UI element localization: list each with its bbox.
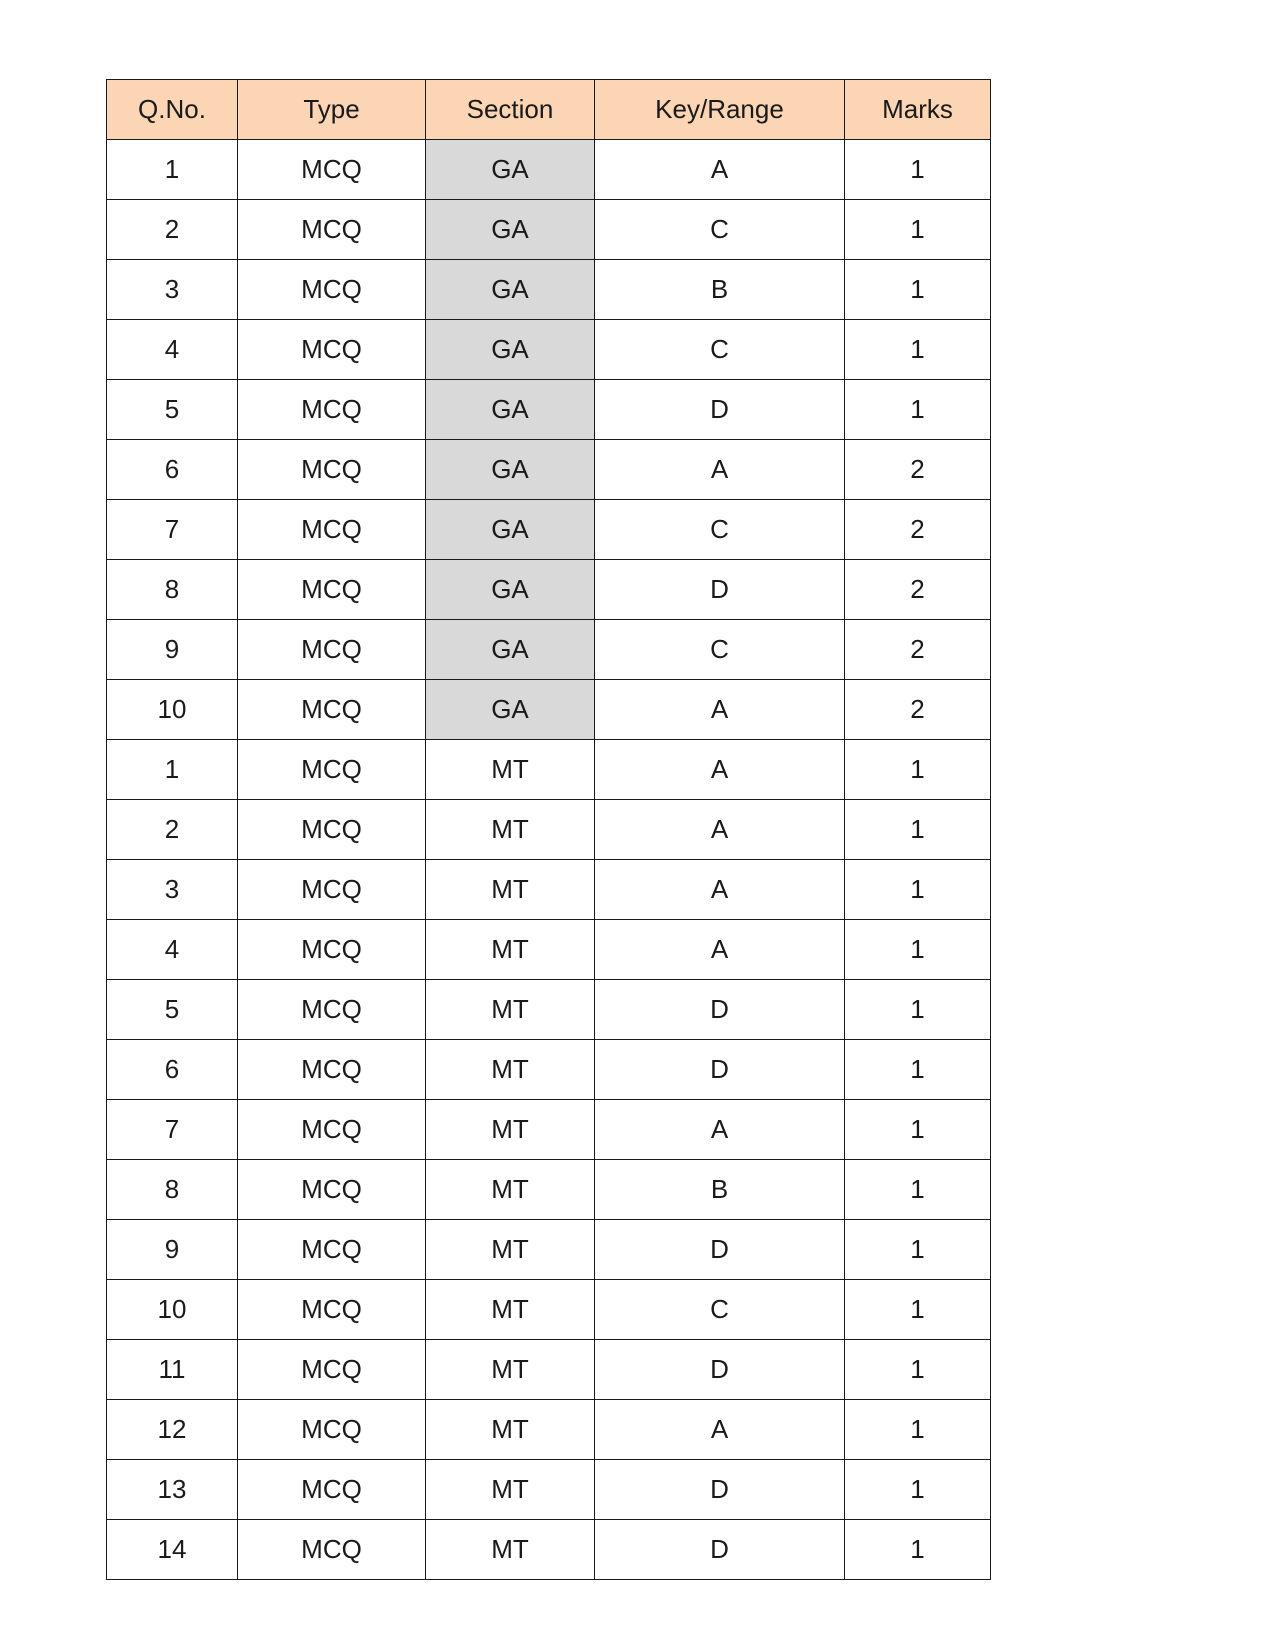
cell-qno: 6	[107, 1040, 238, 1100]
cell-key-range: D	[595, 1220, 845, 1280]
cell-type: MCQ	[238, 1520, 426, 1580]
table-row	[107, 1520, 991, 1580]
cell-marks: 1	[845, 1520, 991, 1580]
cell-type: MCQ	[238, 140, 426, 200]
cell-marks: 1	[845, 1280, 991, 1340]
table-row	[107, 680, 991, 740]
cell-type: MCQ	[238, 980, 426, 1040]
cell-marks: 1	[845, 260, 991, 320]
cell-section: GA	[426, 200, 595, 260]
cell-key-range: B	[595, 260, 845, 320]
cell-key-range: A	[595, 440, 845, 500]
cell-qno: 4	[107, 320, 238, 380]
table-row	[107, 1460, 991, 1520]
cell-section: GA	[426, 500, 595, 560]
table-body	[107, 140, 991, 1580]
table-row	[107, 260, 991, 320]
cell-key-range: D	[595, 380, 845, 440]
table-row	[107, 740, 991, 800]
cell-qno: 8	[107, 1160, 238, 1220]
cell-key-range: A	[595, 860, 845, 920]
cell-key-range: A	[595, 800, 845, 860]
cell-marks: 2	[845, 500, 991, 560]
cell-key-range: A	[595, 740, 845, 800]
table-row	[107, 1160, 991, 1220]
cell-type: MCQ	[238, 800, 426, 860]
cell-qno: 9	[107, 1220, 238, 1280]
cell-marks: 1	[845, 380, 991, 440]
cell-marks: 1	[845, 320, 991, 380]
cell-section: MT	[426, 1160, 595, 1220]
cell-qno: 8	[107, 560, 238, 620]
header-key-range: Key/Range	[595, 80, 845, 140]
cell-section: GA	[426, 320, 595, 380]
table-row	[107, 140, 991, 200]
cell-section: MT	[426, 1400, 595, 1460]
cell-type: MCQ	[238, 380, 426, 440]
cell-type: MCQ	[238, 440, 426, 500]
cell-type: MCQ	[238, 560, 426, 620]
cell-qno: 10	[107, 1280, 238, 1340]
cell-section: MT	[426, 860, 595, 920]
cell-key-range: C	[595, 320, 845, 380]
cell-marks: 1	[845, 200, 991, 260]
table-row	[107, 1340, 991, 1400]
cell-qno: 7	[107, 500, 238, 560]
table-row	[107, 440, 991, 500]
table-row	[107, 800, 991, 860]
cell-key-range: C	[595, 1280, 845, 1340]
table-header	[107, 80, 991, 140]
cell-key-range: D	[595, 1040, 845, 1100]
cell-key-range: D	[595, 1340, 845, 1400]
cell-key-range: A	[595, 140, 845, 200]
cell-section: MT	[426, 1460, 595, 1520]
header-type: Type	[238, 80, 426, 140]
cell-section: GA	[426, 260, 595, 320]
header-row	[107, 80, 991, 140]
cell-qno: 14	[107, 1520, 238, 1580]
table-row	[107, 980, 991, 1040]
cell-type: MCQ	[238, 260, 426, 320]
cell-key-range: C	[595, 620, 845, 680]
table-row	[107, 320, 991, 380]
cell-marks: 1	[845, 1100, 991, 1160]
cell-type: MCQ	[238, 1280, 426, 1340]
table-row	[107, 1220, 991, 1280]
table-row	[107, 920, 991, 980]
table-row	[107, 500, 991, 560]
cell-type: MCQ	[238, 500, 426, 560]
cell-marks: 1	[845, 1160, 991, 1220]
table-row	[107, 1280, 991, 1340]
cell-qno: 5	[107, 380, 238, 440]
cell-type: MCQ	[238, 1100, 426, 1160]
cell-type: MCQ	[238, 860, 426, 920]
cell-key-range: A	[595, 680, 845, 740]
cell-marks: 1	[845, 860, 991, 920]
cell-section: GA	[426, 380, 595, 440]
cell-marks: 1	[845, 800, 991, 860]
cell-section: GA	[426, 440, 595, 500]
cell-qno: 1	[107, 740, 238, 800]
cell-key-range: A	[595, 1100, 845, 1160]
table-row	[107, 1100, 991, 1160]
header-marks: Marks	[845, 80, 991, 140]
cell-type: MCQ	[238, 1400, 426, 1460]
table-row	[107, 560, 991, 620]
table-row	[107, 1400, 991, 1460]
cell-key-range: D	[595, 1460, 845, 1520]
cell-qno: 4	[107, 920, 238, 980]
cell-marks: 1	[845, 980, 991, 1040]
cell-qno: 10	[107, 680, 238, 740]
cell-section: GA	[426, 620, 595, 680]
cell-type: MCQ	[238, 1460, 426, 1520]
cell-marks: 1	[845, 1040, 991, 1100]
cell-type: MCQ	[238, 620, 426, 680]
cell-marks: 2	[845, 620, 991, 680]
cell-section: MT	[426, 980, 595, 1040]
answer-key-table	[106, 79, 991, 1580]
cell-section: GA	[426, 560, 595, 620]
cell-section: MT	[426, 1280, 595, 1340]
cell-type: MCQ	[238, 1040, 426, 1100]
table-row	[107, 620, 991, 680]
cell-qno: 3	[107, 260, 238, 320]
header-qno: Q.No.	[107, 80, 238, 140]
cell-key-range: D	[595, 560, 845, 620]
cell-key-range: D	[595, 980, 845, 1040]
cell-marks: 1	[845, 1220, 991, 1280]
cell-qno: 12	[107, 1400, 238, 1460]
cell-marks: 2	[845, 440, 991, 500]
cell-section: MT	[426, 1040, 595, 1100]
cell-section: MT	[426, 740, 595, 800]
cell-section: MT	[426, 800, 595, 860]
cell-section: MT	[426, 1340, 595, 1400]
cell-type: MCQ	[238, 1160, 426, 1220]
cell-type: MCQ	[238, 1220, 426, 1280]
cell-key-range: B	[595, 1160, 845, 1220]
cell-qno: 7	[107, 1100, 238, 1160]
cell-marks: 1	[845, 920, 991, 980]
cell-marks: 1	[845, 140, 991, 200]
cell-key-range: A	[595, 920, 845, 980]
cell-section: MT	[426, 920, 595, 980]
cell-qno: 13	[107, 1460, 238, 1520]
table-row	[107, 380, 991, 440]
cell-key-range: A	[595, 1400, 845, 1460]
cell-section: GA	[426, 140, 595, 200]
cell-qno: 6	[107, 440, 238, 500]
cell-qno: 9	[107, 620, 238, 680]
cell-marks: 1	[845, 1460, 991, 1520]
cell-marks: 2	[845, 560, 991, 620]
cell-marks: 1	[845, 1400, 991, 1460]
table-row	[107, 1040, 991, 1100]
cell-qno: 2	[107, 200, 238, 260]
cell-type: MCQ	[238, 200, 426, 260]
cell-key-range: D	[595, 1520, 845, 1580]
cell-type: MCQ	[238, 1340, 426, 1400]
cell-qno: 3	[107, 860, 238, 920]
cell-qno: 5	[107, 980, 238, 1040]
table-row	[107, 200, 991, 260]
cell-section: MT	[426, 1220, 595, 1280]
cell-qno: 2	[107, 800, 238, 860]
cell-section: GA	[426, 680, 595, 740]
cell-section: MT	[426, 1100, 595, 1160]
cell-qno: 11	[107, 1340, 238, 1400]
cell-marks: 2	[845, 680, 991, 740]
cell-section: MT	[426, 1520, 595, 1580]
cell-type: MCQ	[238, 680, 426, 740]
cell-marks: 1	[845, 1340, 991, 1400]
cell-type: MCQ	[238, 320, 426, 380]
cell-key-range: C	[595, 500, 845, 560]
cell-marks: 1	[845, 740, 991, 800]
cell-type: MCQ	[238, 920, 426, 980]
cell-key-range: C	[595, 200, 845, 260]
header-section: Section	[426, 80, 595, 140]
cell-qno: 1	[107, 140, 238, 200]
cell-type: MCQ	[238, 740, 426, 800]
table-row	[107, 860, 991, 920]
